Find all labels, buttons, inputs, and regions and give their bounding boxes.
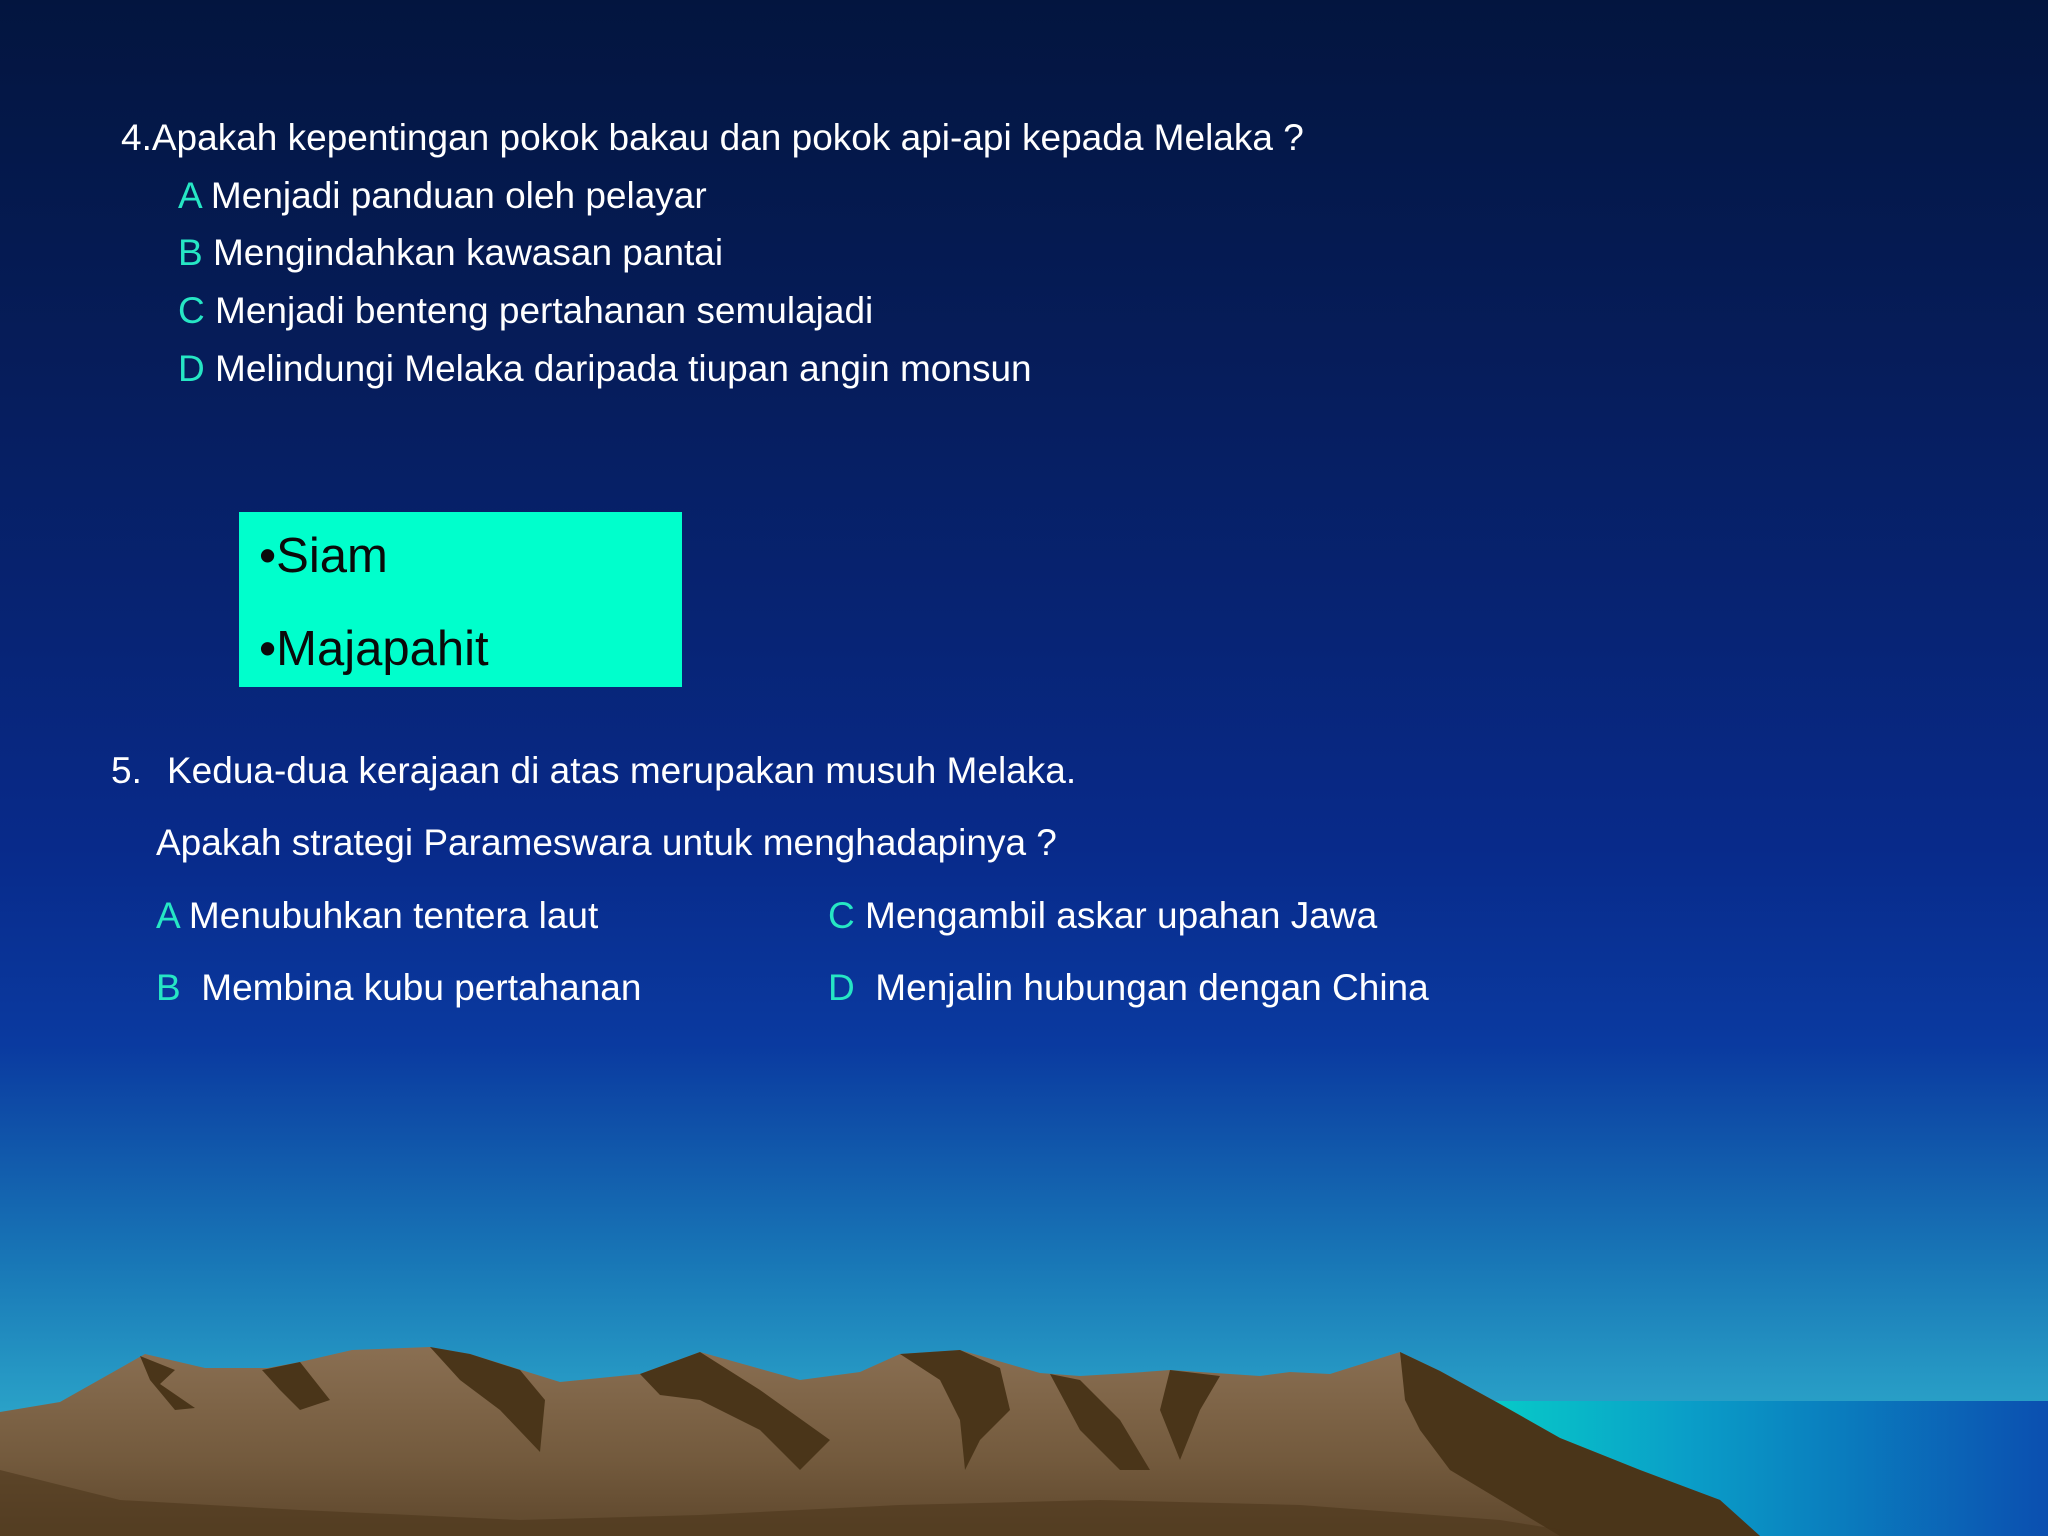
q5-option-a-letter: A bbox=[156, 895, 179, 936]
kingdoms-box bbox=[239, 512, 682, 687]
q5-option-d-letter: D bbox=[828, 967, 855, 1008]
q5-option-b-letter: B bbox=[156, 967, 181, 1008]
q5-option-a-text: Menubuhkan tentera laut bbox=[188, 895, 599, 936]
q4-option-a-letter: A bbox=[178, 175, 201, 216]
q5-option-d bbox=[828, 966, 1429, 1010]
q4-option-a-text: Menjadi panduan oleh pelayar bbox=[210, 175, 707, 216]
q5-line2: Apakah strategi Parameswara untuk menghadapinya ? bbox=[156, 822, 1057, 863]
q4-option-c bbox=[178, 289, 873, 333]
q4-option-b-text: Mengindahkan kawasan pantai bbox=[212, 232, 724, 273]
q5-line1: Kedua-dua kerajaan di atas merupakan musuh Melaka. bbox=[167, 750, 1077, 791]
q4-option-b bbox=[178, 231, 723, 275]
q4-option-d-letter: D bbox=[178, 348, 205, 389]
q5-option-b-text: Membina kubu pertahanan bbox=[201, 967, 642, 1008]
mountain-landscape bbox=[0, 1330, 2048, 1536]
q5-option-c-letter: C bbox=[828, 895, 855, 936]
kingdom-item-siam: •Siam bbox=[259, 529, 388, 583]
q5-option-a bbox=[156, 894, 598, 938]
kingdom-item-majapahit: •Majapahit bbox=[259, 622, 489, 676]
q4-question: 4.Apakah kepentingan pokok bakau dan pokok api-api kepada Melaka ? bbox=[121, 117, 1304, 158]
q4-option-c-text: Menjadi benteng pertahanan semulajadi bbox=[215, 290, 874, 331]
q5-option-b bbox=[156, 966, 641, 1010]
q5-option-c-text: Mengambil askar upahan Jawa bbox=[865, 895, 1378, 936]
q5-option-d-text: Menjalin hubungan dengan China bbox=[875, 967, 1429, 1008]
q4-option-d bbox=[178, 347, 1032, 391]
q4-option-a bbox=[178, 174, 707, 218]
q4-option-c-letter: C bbox=[178, 290, 205, 331]
q5-number: 5. bbox=[111, 750, 142, 791]
q4-option-d-text: Melindungi Melaka daripada tiupan angin monsun bbox=[215, 348, 1032, 389]
q5-option-c bbox=[828, 894, 1377, 938]
q4-option-b-letter: B bbox=[178, 232, 203, 273]
